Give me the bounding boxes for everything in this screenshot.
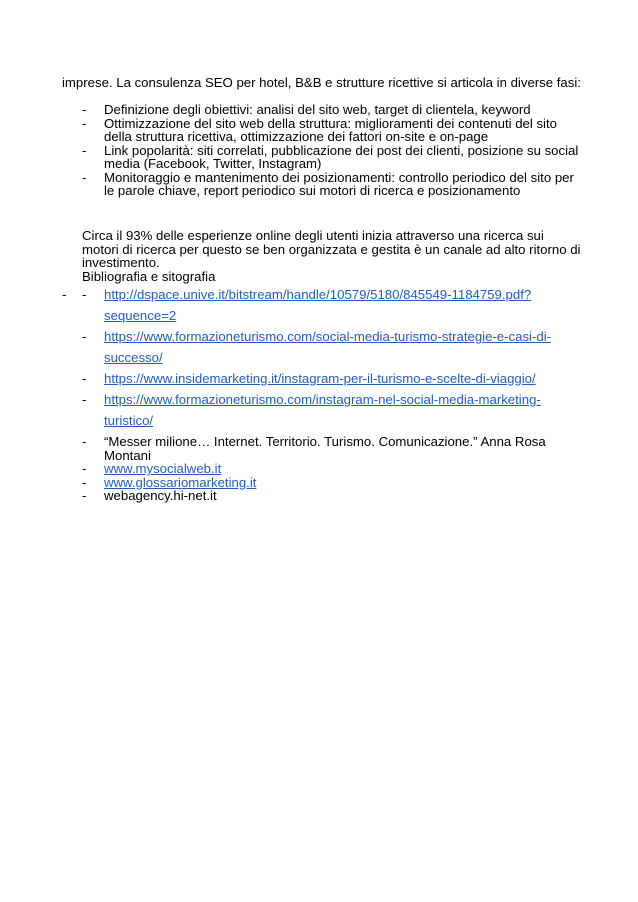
reference-link[interactable]: https://www.insidemarketing.it/instagram-per-il-turismo-e-scelte-di-viaggio/	[104, 371, 536, 386]
bullet-dash: -	[82, 169, 87, 185]
intro-text: imprese. La consulenza SEO per hotel, B&B e strutture ricettive si articola in diverse fasi:	[62, 75, 581, 90]
bullet-dash: -	[82, 434, 87, 449]
bullet-dash: -	[82, 329, 87, 344]
seo-steps-list	[62, 103, 582, 198]
bullet-dash: -	[82, 488, 87, 503]
reference-text: webagency.hi-net.it	[104, 488, 217, 503]
bullet-dash: -	[82, 461, 87, 476]
reference-item	[62, 368, 582, 389]
step-text: Definizione degli obiettivi: analisi del sito web, target di clientela, keyword	[104, 102, 531, 117]
bullet-dash: -	[62, 287, 67, 302]
bullet-dash: -	[82, 371, 87, 386]
bullet-dash: -	[82, 474, 87, 490]
reference-item	[62, 435, 582, 462]
bibliography-heading: Bibliografia e sitografia	[82, 269, 216, 284]
reference-link[interactable]: https://www.formazioneturismo.com/social-media-turismo-strategie-e-casi-di-successo/	[104, 329, 552, 365]
bullet-dash: -	[82, 142, 87, 158]
bullet-dash: -	[82, 392, 87, 407]
list-item	[62, 117, 582, 144]
body-paragraph: Circa il 93% delle esperienze online degli utenti inizia attraverso una ricerca sui motori di ricerca per questo se ben organizzata e gestita è un canale ad alto ritorno di investimento.	[82, 228, 581, 270]
bullet-dash: -	[82, 102, 87, 117]
reference-link[interactable]: https://www.formazioneturismo.com/instagram-nel-social-media-marketing-turistico/	[104, 392, 541, 428]
reference-item	[62, 284, 582, 326]
step-text: Link popolarità: siti correlati, pubblicazione dei post dei clienti, posizione su social media (Facebook, Twitter, Instagram)	[104, 142, 579, 171]
reference-item	[62, 476, 582, 490]
list-item	[62, 144, 582, 171]
step-text: Monitoraggio e mantenimento dei posizionamenti: controllo periodico del sito per le parole chiave, report periodico sui motori di ricerca e posizionamento	[104, 169, 574, 198]
list-item	[62, 103, 582, 117]
step-text: Ottimizzazione del sito web della struttura: miglioramenti dei contenuti del sito della struttura ricettiva, ottimizzazione dei fattori on-site e on-page	[104, 115, 557, 144]
bullet-dash: -	[82, 287, 87, 302]
references-list	[62, 284, 582, 503]
reference-link[interactable]: http://dspace.unive.it/bitstream/handle/10579/5180/845549-1184759.pdf?sequence=2	[104, 287, 532, 323]
list-item	[62, 171, 582, 198]
reference-item	[62, 389, 582, 431]
reference-item	[62, 489, 582, 503]
reference-link[interactable]: www.glossariomarketing.it	[104, 474, 257, 490]
reference-link[interactable]: www.mysocialweb.it	[104, 461, 222, 476]
reference-item	[62, 326, 582, 368]
reference-citation: “Messer milione… Internet. Territorio. Turismo. Comunicazione.” Anna Rosa Montani	[104, 434, 546, 463]
bullet-dash: -	[82, 115, 87, 131]
reference-item	[62, 462, 582, 476]
